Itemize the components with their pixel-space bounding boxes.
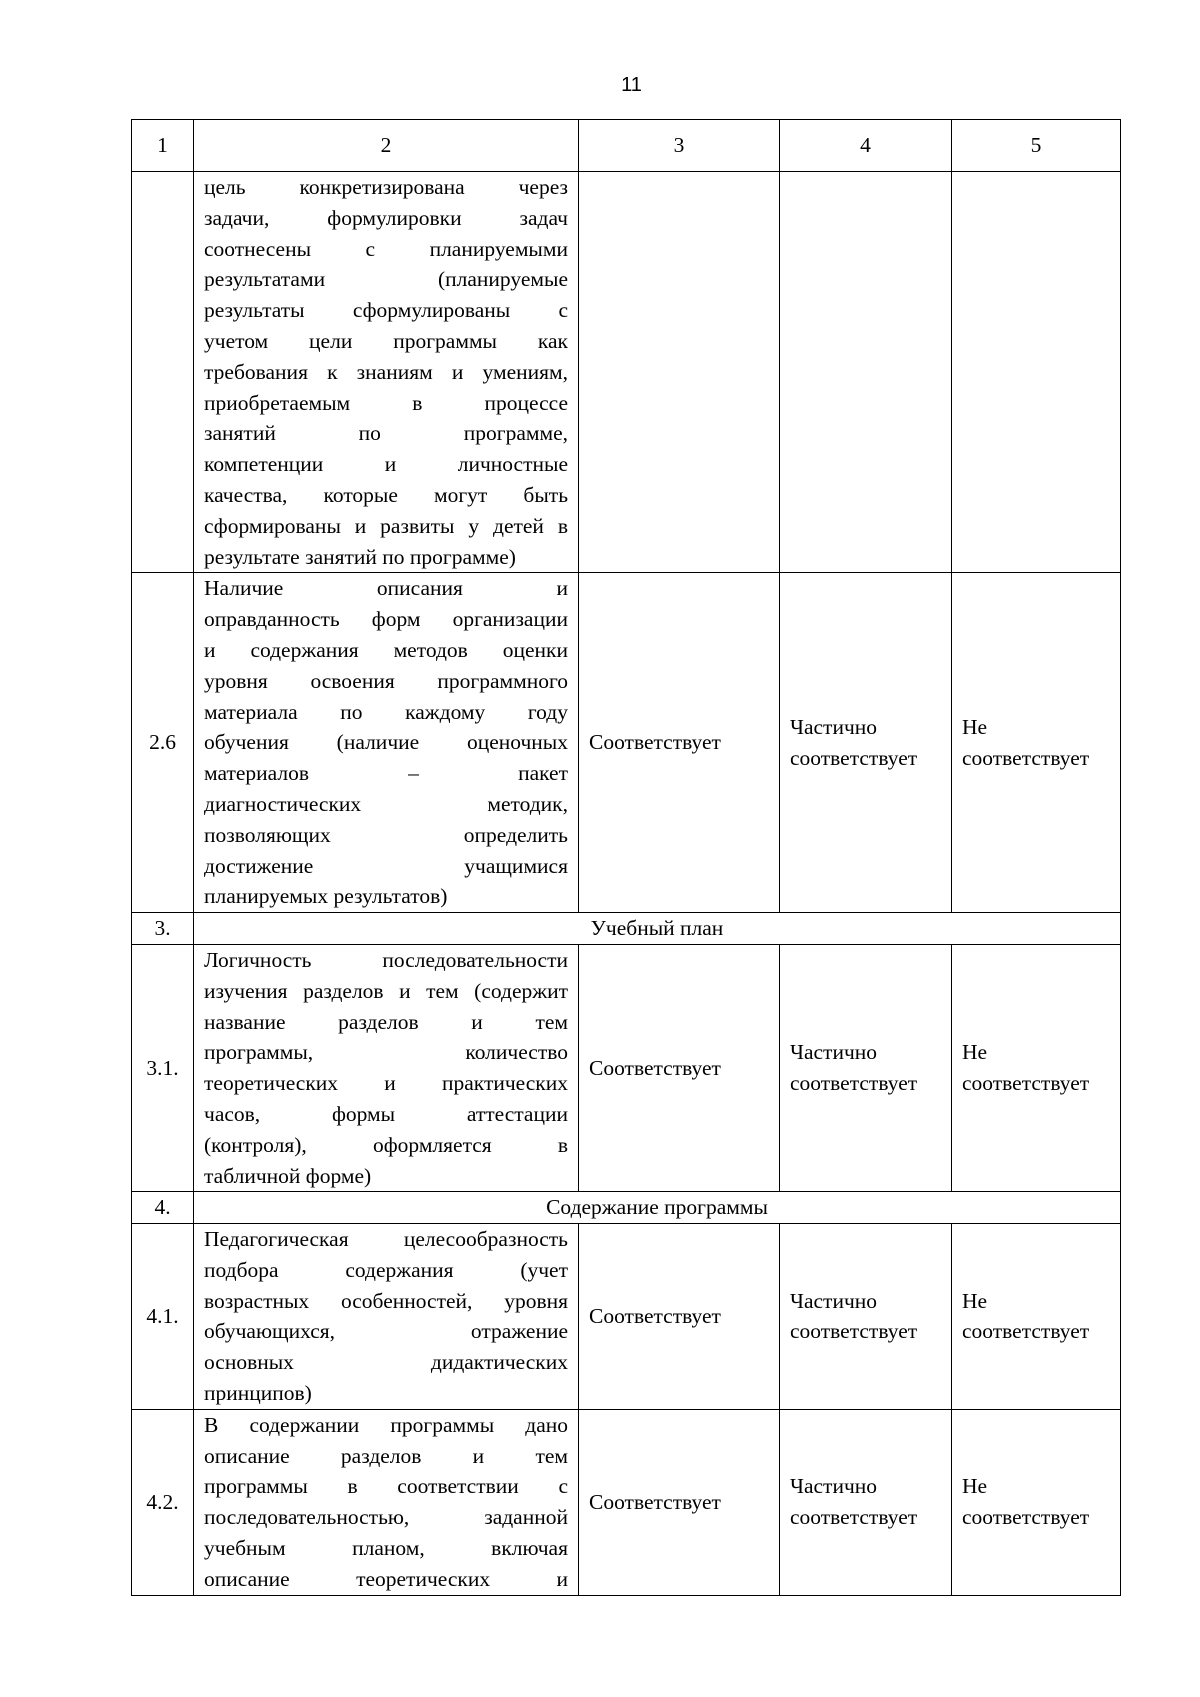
item-description bbox=[194, 573, 579, 913]
section-row bbox=[132, 1192, 1121, 1224]
not-complies-cell: Не соответствует bbox=[952, 1409, 1121, 1595]
complies-cell: Соответствует bbox=[579, 1409, 780, 1595]
description-line: результатами (планируемые bbox=[204, 267, 568, 292]
description-line: и содержания методов оценки bbox=[204, 637, 568, 662]
not-complies-cell: Не соответствует bbox=[952, 944, 1121, 1191]
description-last-line: табличной форме) bbox=[204, 1163, 372, 1188]
header-cell-5: 5 bbox=[952, 120, 1121, 172]
complies-cell: Соответствует bbox=[579, 944, 780, 1191]
item-number: 4.2. bbox=[132, 1409, 194, 1595]
description-line: описание разделов и тем bbox=[204, 1443, 568, 1468]
description-line: соотнесены с планируемыми bbox=[204, 236, 568, 261]
description-line: описание теоретических и bbox=[204, 1566, 568, 1591]
description-line: диагностических методик, bbox=[204, 791, 568, 816]
item-number: 4.1. bbox=[132, 1224, 194, 1410]
description-line: компетенции и личностные bbox=[204, 452, 568, 477]
description-line: достижение учащимися bbox=[204, 853, 568, 878]
table-row bbox=[132, 172, 1121, 573]
partially-complies-cell: Частично соответствует bbox=[780, 573, 952, 913]
description-line: сформированы и развиты у детей в bbox=[204, 513, 568, 538]
description-line: подбора содержания (учет bbox=[204, 1257, 568, 1282]
description-line: обучающихся, отражение bbox=[204, 1319, 568, 1344]
item-description bbox=[194, 1409, 579, 1595]
header-cell-3: 3 bbox=[579, 120, 780, 172]
item-description bbox=[194, 944, 579, 1191]
complies-cell bbox=[579, 172, 780, 573]
description-line: задачи, формулировки задач bbox=[204, 205, 568, 230]
not-complies-cell: Не соответствует bbox=[952, 1224, 1121, 1410]
description-line: результаты сформулированы с bbox=[204, 298, 568, 323]
item-description bbox=[194, 1224, 579, 1410]
description-line: программы, количество bbox=[204, 1040, 568, 1065]
description-line: Наличие описания и bbox=[204, 576, 568, 601]
description-line: (контроля), оформляется в bbox=[204, 1132, 568, 1157]
table-row bbox=[132, 944, 1121, 1191]
partially-complies-cell: Частично соответствует bbox=[780, 944, 952, 1191]
description-line: программы в соответствии с bbox=[204, 1474, 568, 1499]
description-line: возрастных особенностей, уровня bbox=[204, 1288, 568, 1313]
description-line: материала по каждому году bbox=[204, 699, 568, 724]
section-number: 4. bbox=[132, 1192, 194, 1224]
complies-cell: Соответствует bbox=[579, 573, 780, 913]
section-title: Учебный план bbox=[194, 913, 1121, 945]
description-line: материалов – пакет bbox=[204, 761, 568, 786]
description-line: Педагогическая целесообразность bbox=[204, 1227, 568, 1252]
item-number bbox=[132, 172, 194, 573]
partially-complies-cell: Частично соответствует bbox=[780, 1409, 952, 1595]
description-line: Логичность последовательности bbox=[204, 947, 568, 972]
partially-complies-cell bbox=[780, 172, 952, 573]
description-line: уровня освоения программного bbox=[204, 668, 568, 693]
description-line: часов, формы аттестации bbox=[204, 1101, 568, 1126]
description-line: требования к знаниям и умениям, bbox=[204, 359, 568, 384]
item-description bbox=[194, 172, 579, 573]
description-line: В содержании программы дано bbox=[204, 1412, 568, 1437]
partially-complies-cell: Частично соответствует bbox=[780, 1224, 952, 1410]
not-complies-cell: Не соответствует bbox=[952, 573, 1121, 913]
description-line: оправданность форм организации bbox=[204, 607, 568, 632]
not-complies-cell bbox=[952, 172, 1121, 573]
header-cell-2: 2 bbox=[194, 120, 579, 172]
complies-cell: Соответствует bbox=[579, 1224, 780, 1410]
table-row bbox=[132, 1409, 1121, 1595]
description-line: название разделов и тем bbox=[204, 1009, 568, 1034]
item-number: 3.1. bbox=[132, 944, 194, 1191]
page-number: 11 bbox=[621, 74, 642, 96]
description-line: учебным планом, включая bbox=[204, 1536, 568, 1561]
table-header-row bbox=[132, 120, 1121, 172]
description-line: последовательностью, заданной bbox=[204, 1505, 568, 1530]
description-line: цель конкретизирована через bbox=[204, 175, 568, 199]
section-title: Содержание программы bbox=[194, 1192, 1121, 1224]
description-line: учетом цели программы как bbox=[204, 328, 568, 353]
description-line: позволяющих определить bbox=[204, 822, 568, 847]
section-number: 3. bbox=[132, 913, 194, 945]
table-row bbox=[132, 573, 1121, 913]
description-last-line: принципов) bbox=[204, 1381, 312, 1406]
item-number: 2.6 bbox=[132, 573, 194, 913]
description-line: теоретических и практических bbox=[204, 1071, 568, 1096]
description-line: обучения (наличие оценочных bbox=[204, 730, 568, 755]
header-cell-4: 4 bbox=[780, 120, 952, 172]
description-line: основных дидактических bbox=[204, 1350, 568, 1375]
header-cell-1: 1 bbox=[132, 120, 194, 172]
description-last-line: планируемых результатов) bbox=[204, 884, 448, 909]
section-row bbox=[132, 913, 1121, 945]
description-line: занятий по программе, bbox=[204, 421, 568, 446]
table-row bbox=[132, 1224, 1121, 1410]
criteria-table bbox=[131, 119, 1121, 1596]
description-last-line: результате занятий по программе) bbox=[204, 544, 516, 569]
description-line: изучения разделов и тем (содержит bbox=[204, 978, 568, 1003]
description-line: качества, которые могут быть bbox=[204, 482, 568, 507]
description-line: приобретаемым в процессе bbox=[204, 390, 568, 415]
